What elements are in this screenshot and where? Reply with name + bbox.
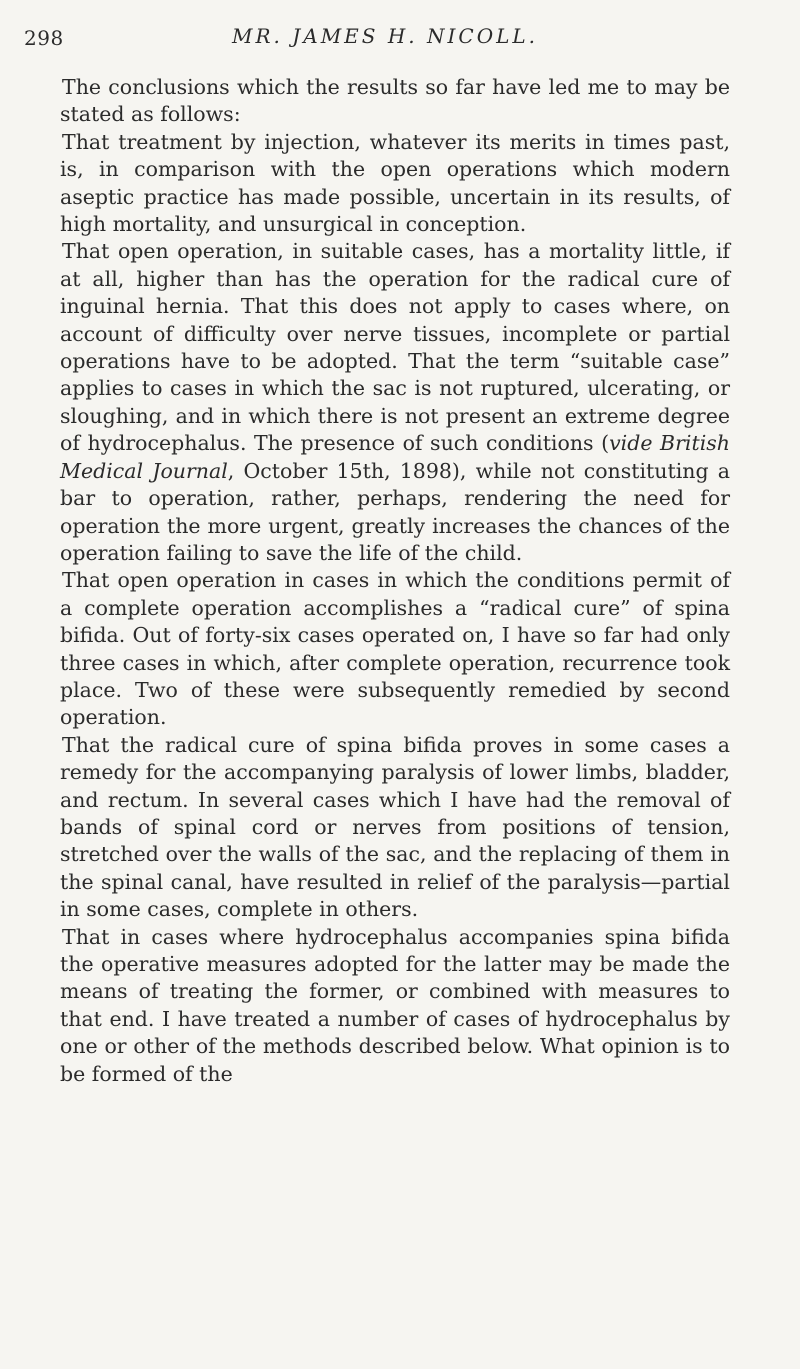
running-title: MR. JAMES H. NICOLL. xyxy=(231,24,539,48)
running-head xyxy=(24,24,746,54)
page-number: 298 xyxy=(24,26,64,50)
paragraph-paralysis-remedy: That the radical cure of spina bifida proves in some cases a remedy for the accompanying paralysis of lower limbs, bladder, and rectum. In several cases which I have had the removal of bands of spinal cord or nerves from positions of tension, stretched over the walls of the sac, and the replacing of them in the spinal canal, have resulted in relief of the paralysis—partial in some cases, complete in others. xyxy=(60,732,730,922)
citation-vide: vide xyxy=(609,431,653,456)
paragraph-radical-cure: That open operation in cases in which the conditions permit of a complete operation accomplishes a “radical cure” of spina bifida. Out of forty-six cases operated on, I have so far had only three cases in which, after complete operation, recurrence took place. Two of these were subsequently remedied by second operation. xyxy=(60,568,730,730)
paragraph-text: That open operation, in suitable cases, has a mortality little, if at all, higher than has the operation for the radical cure of inguinal hernia. That this does not apply to cases where, on account of difficulty over nerve tissues, incomplete or partial operations have to be adopted. That the term “suitable case” applies to cases in which the sac is not ruptured, ulcerating, or sloughing, and in which there is not present an extreme degree of hydrocephalus. The presence of such conditions ( xyxy=(60,239,730,456)
paragraph-hydrocephalus: That in cases where hydrocephalus accompanies spina bifida the operative measures adopted for the latter may be made the means of treating the former, or combined with measures to that end. I have treated a number of cases of hydrocephalus by one or other of the methods described below. What opinion is to be formed of the xyxy=(60,924,730,1086)
paragraph-conclusions-intro: The conclusions which the results so far have led me to may be stated as follows: xyxy=(60,75,730,127)
paragraph-injection-treatment: That treatment by injection, whatever its merits in times past, is, in comparison with the open operations which modern aseptic practice has made possible, uncertain in its results, of high mortality, and unsurgical in conception. xyxy=(60,129,730,237)
citation-journal: British Medical Journal xyxy=(60,431,730,483)
body-text xyxy=(60,74,730,1088)
paragraph-open-operation-mortality xyxy=(60,238,730,567)
paragraph-text: , October 15th, 1898), while not constituting a bar to operation, rather, perhaps, rendering the need for operation the more urgent, greatly increases the chances of the operation failing to save the life of the child. xyxy=(60,458,731,565)
